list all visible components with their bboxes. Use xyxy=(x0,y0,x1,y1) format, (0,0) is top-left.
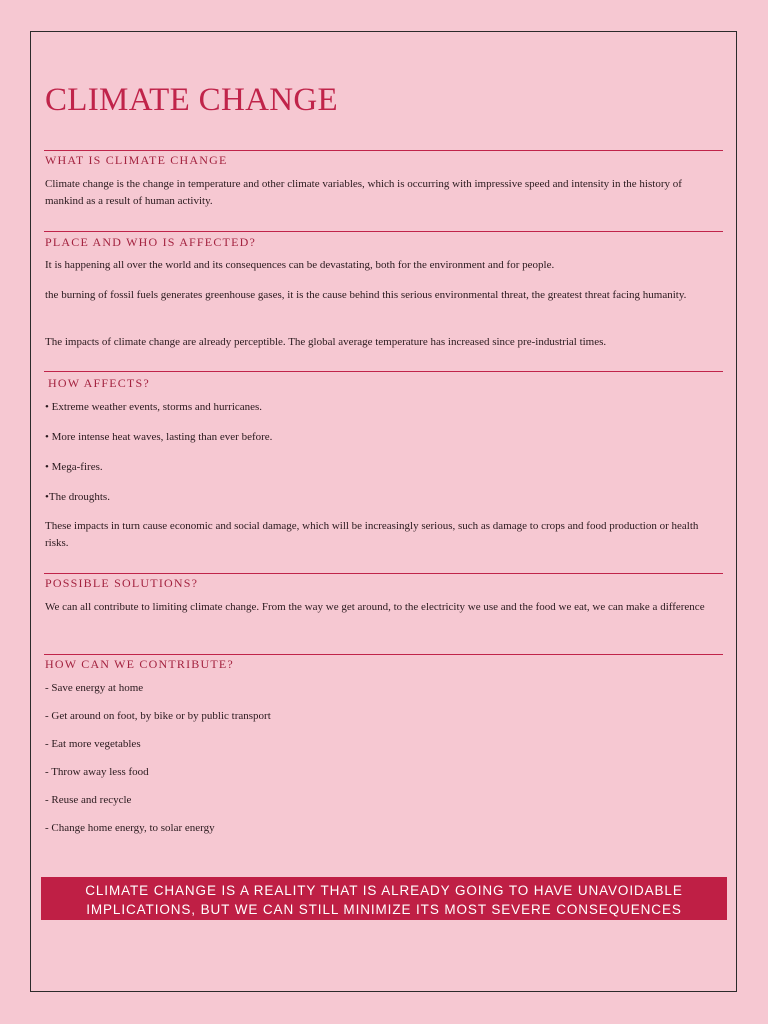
section-heading-place: PLACE AND WHO IS AFFECTED? xyxy=(45,235,256,249)
section-heading-how-affects: HOW AFFECTS? xyxy=(48,376,150,390)
list-item: • Extreme weather events, storms and hurricanes. xyxy=(45,401,263,413)
section-paragraph: The impacts of climate change are already perceptible. The global average temperature has increased since pre-industrial times. xyxy=(45,336,607,348)
list-item: - Reuse and recycle xyxy=(45,794,132,806)
section-heading-contribute: HOW CAN WE CONTRIBUTE? xyxy=(45,657,234,671)
section-divider xyxy=(44,371,723,372)
section-paragraph: It is happening all over the world and its consequences can be devastating, both for the environment and for people. xyxy=(45,259,555,271)
list-item: - Save energy at home xyxy=(45,682,144,694)
banner-line: CLIMATE CHANGE IS A REALITY THAT IS ALREADY GOING TO HAVE UNAVOIDABLE xyxy=(85,883,683,898)
section-paragraph: Climate change is the change in temperature and other climate variables, which is occurring with impressive speed and intensity in the history of mankind as a result of human activity. xyxy=(45,178,682,207)
banner-line: IMPLICATIONS, BUT WE CAN STILL MINIMIZE ITS MOST SEVERE CONSEQUENCES xyxy=(86,902,682,917)
list-item: - Change home energy, to solar energy xyxy=(45,822,215,834)
list-item: • Mega-fires. xyxy=(45,461,103,473)
section-divider xyxy=(44,573,723,574)
section-paragraph: These impacts in turn cause economic and social damage, which will be increasingly serious, such as damage to crops and food production or health risks. xyxy=(45,520,699,549)
list-item: - Throw away less food xyxy=(45,766,149,778)
section-divider xyxy=(44,150,723,151)
section-paragraph: We can all contribute to limiting climate change. From the way we get around, to the electricity we use and the food we eat, we can make a difference xyxy=(45,601,705,613)
conclusion-banner xyxy=(41,877,727,920)
list-item: • More intense heat waves, lasting than ever before. xyxy=(45,431,273,443)
section-divider xyxy=(44,654,723,655)
section-heading-solutions: POSSIBLE SOLUTIONS? xyxy=(45,576,199,590)
section-paragraph: the burning of fossil fuels generates greenhouse gases, it is the cause behind this serious environmental threat, the greatest threat facing humanity. xyxy=(45,289,687,301)
list-item: - Get around on foot, by bike or by public transport xyxy=(45,710,271,722)
section-divider xyxy=(44,231,723,232)
section-heading-what-is: WHAT IS CLIMATE CHANGE xyxy=(45,153,228,167)
list-item: •The droughts. xyxy=(45,491,110,503)
page-title: CLIMATE CHANGE xyxy=(45,82,338,118)
list-item: - Eat more vegetables xyxy=(45,738,141,750)
